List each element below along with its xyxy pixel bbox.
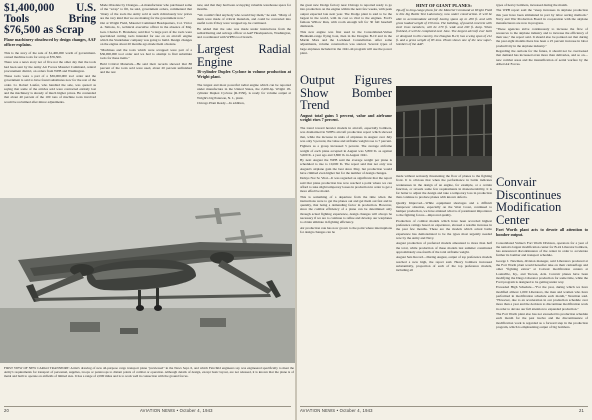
paragraph: Delays Not So Vital—It was regarded as significant that the report said that plane production has now reached a point where we can afford to take slight temporary losses in production in order to get a more effective model. <box>300 176 392 194</box>
headline-radial-engine: Largest Radial Engine <box>197 42 291 69</box>
paragraph: Out at Wright Field, Materiel Command Headquarters, Col. Victor A. Simons, Jr., technical executive officer in the absence of Maj. Gen. Charles E. Branshaw, said that "a large part of the tools were specialized cutting tools intended for use on an aircraft engine which the Studebaker company was going to build. Design changes on the engine about 20 months ago made them obsolete. <box>100 21 192 47</box>
paragraph: The WPB report said the "steep increases in airplane production this year have been stimulated in part by labor saving methods." Navy and War Production Board in cooperation with the airplane manufacturers are now in progress. <box>496 8 588 26</box>
paragraph: The Fort Worth plant also has not exceeded its production schedule each month for the past twelve and the discontinuance of modification work is regarded as a forward step in the production program, which is emphasizing output of big bombers. <box>496 312 588 329</box>
paragraph: the great new Dodge factory near Chicago is reported ready to go into production on the engine within the next few weeks, with peak output expected late next year. The Dodge plant is said to be the largest in the world, with its cost so vital to the engines. Ford's famous Willow Run, with room enough left for 30 full baseball diamonds. <box>300 3 392 29</box>
story-convair <box>496 176 588 402</box>
story-bomber-trend <box>300 74 392 402</box>
paragraph: There was a news story not of five not the other day that the tools had been sent by the Army Air Forces Materiel Command, central procurement district, on orders from WPB and Washington. <box>4 60 96 73</box>
paragraph: This new engine was first used in the Consolidated-Vultee Blenheim-range flying boat, then in the Douglas B-19 and in the Martin Mars and the Lockheed Constellation. After some adjustments, volume construction was started. Several types of large airplanes included in the 1941-44 program will use the power plant. <box>300 29 392 55</box>
paragraph: Regarding the outlook for the future, it should not be overlooked that demand has increased even more than deliveries, and so on—new combat areas and the intensification of aerial warfare by the Allied Air Forces. <box>496 49 588 66</box>
paragraph: Production of combat models which have been accorded highest preference ratings based on experience, showed a notable increase in the past few months. These are the models which actual battle experience has demonstrated to be the types most urgently needed now by the Army and Navy. <box>396 218 492 240</box>
right-page <box>297 0 592 420</box>
headline-scrap-tools: $1,400,000 U.S. Tools Bring $76,500 as Scrap <box>4 3 96 36</box>
column-2 <box>100 3 192 195</box>
paragraph: He added that the sale was made under instructions from the redistributing and salvage officer at AAF Headquarters, Washington, and coordinated with WPB's tool branch. <box>197 26 291 40</box>
dek-bomber-trend: August total gains 5 percent, value and airframe weight rises 7 percent. <box>300 112 392 123</box>
paragraph: Air production rate has now grown to the point where interruptions for design changes can be <box>300 225 392 234</box>
paragraph: This is the story of the sale of $1,400,000 worth of government-owned machine tools for scrap at $76,500. <box>4 50 96 59</box>
column-1 <box>300 3 392 71</box>
cargo-transport-photo <box>0 198 295 363</box>
paragraph: Chicago Plant Ready—In addition, <box>197 101 245 106</box>
paragraph: Consolidated Vultee's Fort Worth Division, operators for a year of the nation's largest modification center for B-24 Liberator bombers, has announced discontinuance of the center in order to accelerate further its bomber and transport schedule. <box>496 240 588 258</box>
paragraph: The largest and most powerful radial engine which can be reported under manufacture in the United States, the 2,200-hp. Wright 18-cylinder Duplex Cyclone (R-3350), is ready for volume output at Wright's big Paterson, N. J., plant. <box>197 82 291 100</box>
left-page <box>0 0 295 420</box>
column-3 <box>197 3 291 195</box>
battle-test-lab-photo <box>396 86 492 171</box>
dek-radial-engine: 36-cylinder Duplex Cyclone in volume production at Wright plant. <box>197 69 291 80</box>
paragraph: Quality Improved—While equipment shortages and a difficult manpower situation, especially on the West Coast, continued to hamper production, we have attained what is of paramount importance to the fighting forces—improved quality. <box>396 200 492 218</box>
paragraph: "We couldn't find anybody who would buy them," he said. "Many of them were made of critical materials, and could be converted into useful tools if they were wrapped up, he continued. <box>197 12 291 26</box>
photo-caption-cargo: FIRST VIEW OF NEW CARGO TRANSPORT: Artist's drawing of new all-purpose cargo transport plane "previewed" in the News Sept. 6, and which Fairchild engineers say was engineered specifically to meet the Army's requirements for transport of personnel, supplies, troops or paratroops to distant points of combat or operation. Although details of design, except basic layout, are not released, it is known that the plane is of metal and built to operate on airfields of limited size. It has a range of 2,000 miles and is to work well in connection with the ground forces. <box>4 366 294 379</box>
paragraph: August Sets Record—During August, output of top preference models reached a new high, the report said. Heavy bombers increased substantially, proportion of each of the top preference models, including all <box>396 255 492 272</box>
page-number-left: 20 <box>4 408 10 413</box>
paragraph: August production of preferred models amounted to more than half the total, while production of these models last summer constituted approximately one-fourth of the total airframe weight. <box>396 241 492 254</box>
paragraph: Exceeded High Schedule—"For the year, during which we have modified almost 1,000 Liberators, the men and women who have performed in modification schedule each month," Newman said. "However, due to an acceleration in our production schedule over more than a year and the decision to discontinue modification work in order to devote our full attention to expanded production." <box>496 285 588 311</box>
headline-bomber-trend: Output Figures Show Bomber Trend <box>300 74 392 112</box>
paragraph: Held Critical Materials—He said their records showed that 88 percent of the tools sold were used, about 20 percent unfinished and the rest <box>100 61 192 75</box>
column-far-right <box>496 3 588 173</box>
paragraph: This is something of a departure from the time when the instructions were to get the planes out and get them out fast and in quantity, that being a demanding factor in production. However, since the combat efficiency of a plane can be determined only through actual fighting experience, design changes will always be necessary if we are to continue to refine and develop our warplanes to obtain ultimate in fighting efficiency. <box>300 194 392 225</box>
footer-rule <box>4 406 291 407</box>
paragraph: Made Obsolete by Changes—A manufacturer who purchased some of the "scrap" to fill, he said, government orders, commented that "many of the tools the Army sold at such ridiculously low prices are the very kind that we are making for the government now." <box>100 3 192 20</box>
paragraph: By next August the WPB said the average weight per plane is scheduled to rise to 10,000 lb. The report said that not only was August's airplane gain the best since May, but production would have climbed even higher but for the number of design changes. <box>300 158 392 175</box>
paragraph: George J. Newman, division manager, said Liberators produced at the Fort Worth plant would hereafter take on their camouflage and other "fighting extras" at Convair modification centers at Louisville, Ky., and Tucson, Ariz. Convair planes have been modifying the Diego Liberator production for some time, while the Ford program is designed to be getting under way. <box>496 258 588 285</box>
footer-rule <box>300 406 588 407</box>
paragraph: new, and that they had been occupying valuable warehouse space for months. <box>197 3 291 12</box>
paragraph: "These agencies strive continuously to increase the flow of resources to the airplane industry and to increase the efficiency of their use," the report said. It should also be pointed out that during the past eight months there has been a 25 percent increase in labor productivity in the airplane industry." <box>496 26 588 48</box>
box-headline: HINT OF GIANT PLANES: <box>416 3 472 8</box>
cargo-plane-drawing <box>0 198 295 363</box>
paragraph: "Machines and the tools which were scrapped were part of a $36,000,000 tool order and we had to attempt to find substitute tools for these items." <box>100 47 192 61</box>
column-3 <box>396 174 492 402</box>
lab-construction-drawing <box>396 86 492 171</box>
giant-planes-box <box>396 3 492 83</box>
story-scrap-tools <box>4 3 96 195</box>
dek-scrap-tools: Plane machinery obsolesced by design changes, AAF officer explains. <box>4 37 96 47</box>
headline-convair: Convair Discontinues Modification Center <box>496 176 562 227</box>
dek-convair: Fort Worth plant acts to devote all attention to bomber output. <box>496 227 588 237</box>
paragraph: The trend toward heavier models in aircraft, especially bombers, was dramatized in WPB's aircraft production report which showed that, while the increase in units of airplanes in August over July was only 5 percent, the value and airframe weight rose to 7 percent. <box>300 126 392 143</box>
page-number-right: 21 <box>579 408 585 413</box>
paragraph: These tools were a part of a $36,000,000 tool order and the government is said to have found substitutes now for the rest of the order. Lt. Robert Laufer, who handled the sale, was quoted as saying that some of the articles sold were contracted entirely lost and the machinery is already of much higher prices. He contended that about 40 percent of the 100 tons of machine tools involved would be reclaimed after minor adjustments. <box>4 74 96 104</box>
paragraph: Fighters as a group increased 5 percent. The average airframe weight of each plane accepted in August was 5,800 lb. as against 5,600 lb. a year ago and 3,800 lb. in August 1941. <box>300 144 392 157</box>
footer-publication-left: AVIATION NEWS • October 4, 1943 <box>140 408 213 413</box>
paragraph: made without seriously threatening the flow of planes to the fighting front. It is obvious that when the performance in battle indicates weaknesses in the design of an engine, for example, or a certain function, or reveals some few requirements in maneuverability, it is far better to adjust the design and take a temporary loss in production than continue to produce planes with known defects. <box>396 174 492 200</box>
paragraph: types of heavy bombers, increased during the month. <box>496 3 568 7</box>
box-paragraph: Tip-off to long-range plans for the Materiel Command at Wright Field is this big Battle Test Laboratory, now under construction. It will be able to accommodate aircraft having spans up to 200 ft. and with gross loaded weight of 150 tons. The building, of poured concrete with steel truss members, will be 270 ft. wide and 200 ft. deep. When finished, it will be completed next June. The largest aircraft ever built or designed in this country, the Douglas B-19, has a wing span of 212 ft. and a gross weight of 83 tons. Photo shows one of the new super-hombers of the AAF. <box>396 8 492 46</box>
footer-publication-right: AVIATION NEWS • October 4, 1943 <box>300 408 373 413</box>
